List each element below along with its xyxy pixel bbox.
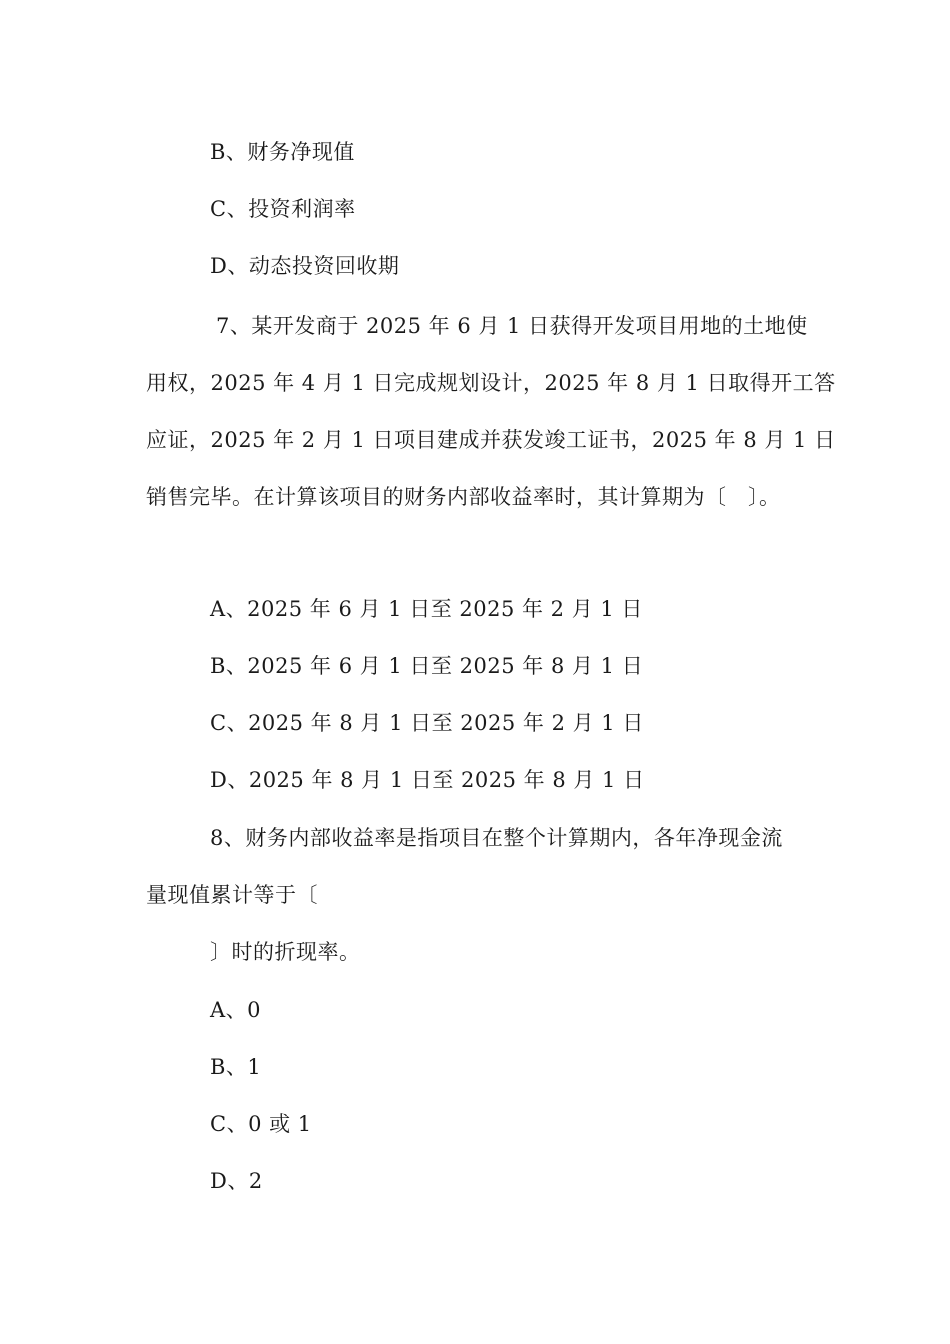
q6-option-d: D、动态投资回收期 bbox=[210, 254, 400, 278]
q7-stem-line-2: 用权，2025 年 4 月 1 日完成规划设计，2025 年 8 月 1 日取得开工答 bbox=[146, 371, 836, 395]
q8-option-b: B、1 bbox=[210, 1055, 262, 1079]
q8-option-a: A、0 bbox=[210, 998, 262, 1022]
q8-option-c: C、0 或 1 bbox=[210, 1112, 312, 1136]
q7-stem-line-1: 7、某开发商于 2025 年 6 月 1 日获得开发项目用地的土地使 bbox=[216, 314, 808, 338]
q8-stem-line-2: 量现值累计等于〔 bbox=[146, 883, 318, 907]
q8-stem-line-3: 〕时的折现率。 bbox=[210, 940, 361, 964]
q6-option-b: B、财务净现值 bbox=[210, 140, 355, 164]
q7-option-a: A、2025 年 6 月 1 日至 2025 年 2 月 1 日 bbox=[210, 597, 643, 621]
q7-option-d: D、2025 年 8 月 1 日至 2025 年 8 月 1 日 bbox=[210, 768, 645, 792]
q7-stem-line-4: 销售完毕。在计算该项目的财务内部收益率时，其计算期为〔 〕。 bbox=[146, 485, 781, 509]
q7-stem-line-3: 应证，2025 年 2 月 1 日项目建成并获发竣工证书，2025 年 8 月 1 日 bbox=[146, 428, 836, 452]
q6-option-c: C、投资利润率 bbox=[210, 197, 356, 221]
q8-stem-line-1: 8、财务内部收益率是指项目在整个计算期内，各年净现金流 bbox=[210, 826, 783, 850]
q7-option-c: C、2025 年 8 月 1 日至 2025 年 2 月 1 日 bbox=[210, 711, 644, 735]
q8-option-d: D、2 bbox=[210, 1169, 263, 1193]
q7-option-b: B、2025 年 6 月 1 日至 2025 年 8 月 1 日 bbox=[210, 654, 644, 678]
